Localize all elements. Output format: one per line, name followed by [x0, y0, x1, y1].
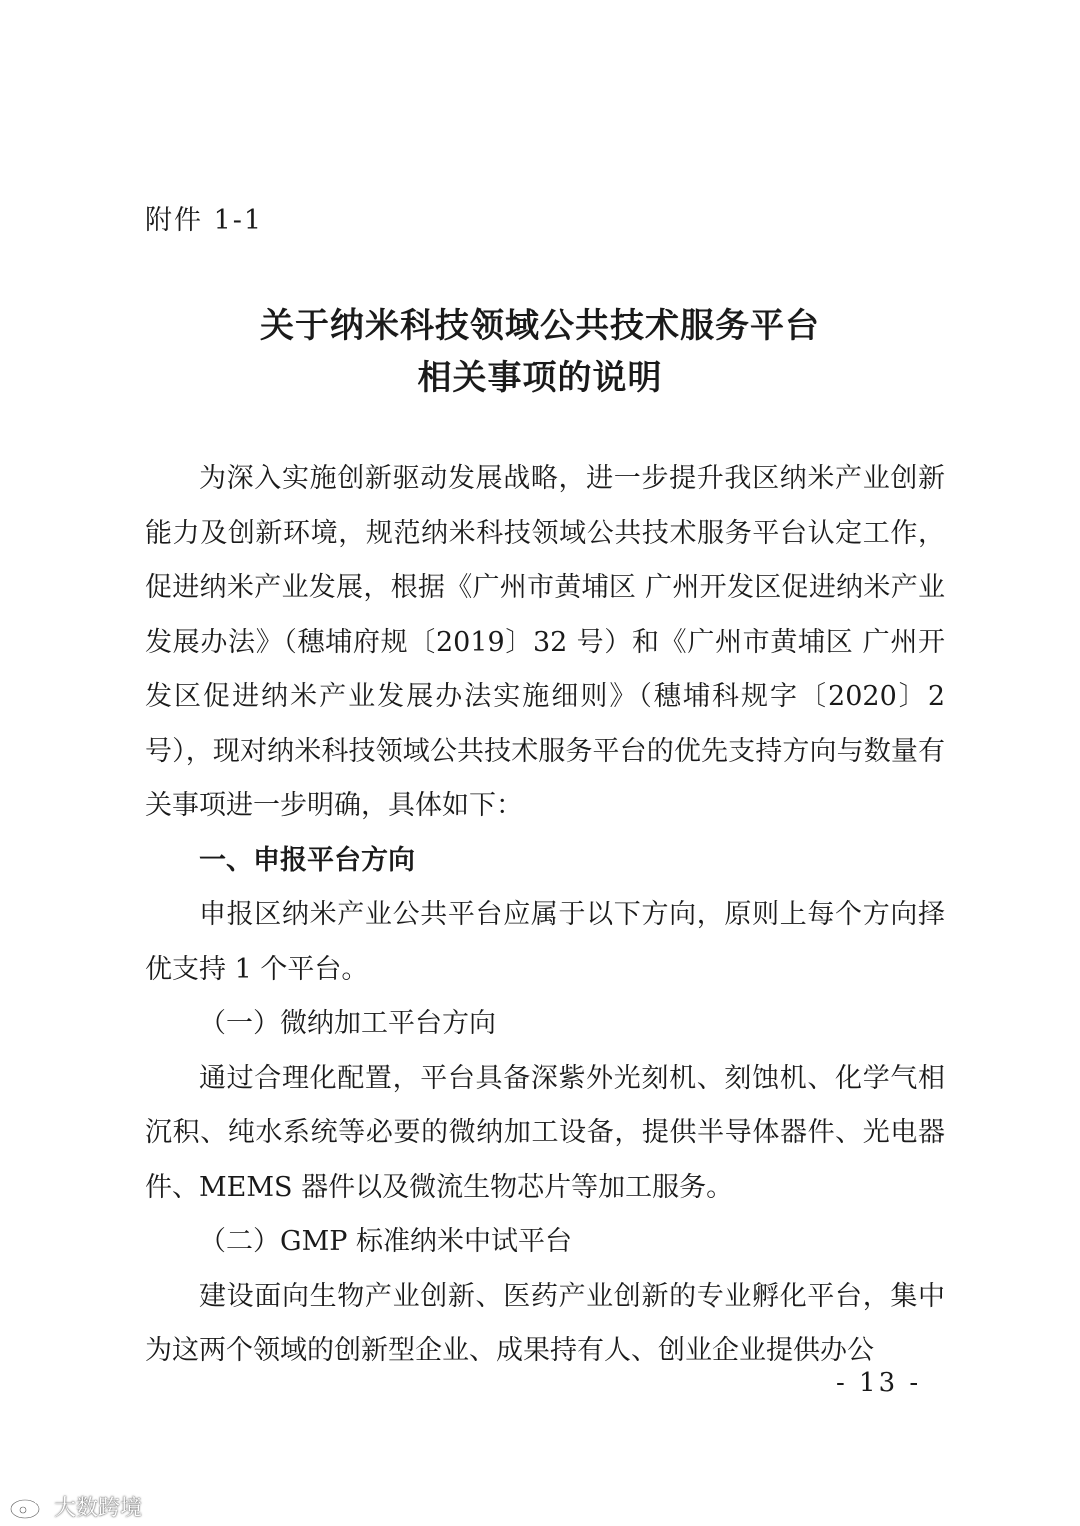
- weibo-logo-icon: [8, 1494, 48, 1520]
- watermark-text: 大数跨境: [54, 1496, 143, 1521]
- document-title-line-1: 关于纳米科技领域公共技术服务平台: [260, 306, 820, 346]
- section-paragraph: 申报区纳米产业公共平台应属于以下方向，原则上每个方向择优支持 1 个平台。: [145, 899, 945, 985]
- intro-paragraph: 为深入实施创新驱动发展战略，进一步提升我区纳米产业创新能力及创新环境，规范纳米科技领域公共技术服务平台认定工作，促进纳米产业发展，根据《广州市黄埔区 广州开发区促进纳米产业发展办法》（穗埔府规〔2019〕32 号）和《广州市黄埔区 广州开发区促进纳米产业发展办法实施细则》（穗埔科规字〔2020〕2 号），现对纳米科技领域公共技术服务平台的优先支持方向与数量有关事项进一步明确，具体如下：: [145, 463, 945, 821]
- document-title-line-2: 相关事项的说明: [417, 358, 663, 398]
- subsection-paragraph: 通过合理化配置，平台具备深紫外光刻机、刻蚀机、化学气相沉积、纯水系统等必要的微纳加工设备，提供半导体器件、光电器件、MEMS 器件以及微流生物芯片等加工服务。: [145, 1062, 945, 1203]
- document-body: [145, 452, 945, 1379]
- subsection-paragraph: 建设面向生物产业创新、医药产业创新的专业孵化平台，集中为这两个领域的创新型企业、成果持有人、创业企业提供办公: [145, 1280, 945, 1366]
- subsection-heading: （一）微纳加工平台方向: [199, 1008, 496, 1039]
- section-heading: 一、申报平台方向: [199, 844, 415, 876]
- page-number: - 13 -: [836, 1368, 922, 1398]
- attachment-label: 附件 1-1: [145, 205, 264, 236]
- subsection-heading: （二）GMP 标准纳米中试平台: [199, 1226, 572, 1257]
- watermark: [8, 1491, 142, 1522]
